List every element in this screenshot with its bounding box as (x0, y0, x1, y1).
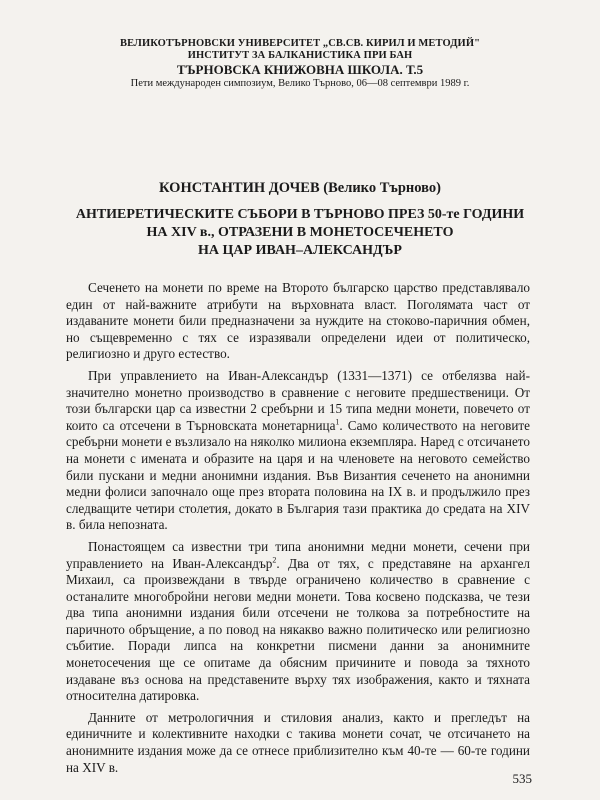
paragraph-text: Понастоящем са известни три типа анонимни медни монети, сечени при управлението на Иван-Александър (66, 538, 530, 571)
paragraph-text: При управлението на Иван-Александър (1331—1371) се отбелязва най-значително монетно производство в сравнение с неговите предшественици. От този български цар са известни 2 сребърни и 15 типа медни монети, повечето от които са отсечени в Търновската монетарница (66, 367, 530, 433)
paragraph-text: Данните от метрологичния и стиловия анализ, както и прегледът на единичните и колективните находки с такива монети сочат, че отсичането на анонимните издания може да се отнесе приблизително към 40-те — 60-те години на XIV в. (66, 709, 530, 775)
publication-header (40, 38, 560, 90)
title-line-1: АНТИЕРЕТИЧЕСКИТЕ СЪБОРИ В ТЪРНОВО ПРЕЗ 50-те ГОДИНИ (75, 207, 525, 222)
page-number: 535 (512, 771, 532, 786)
institute-name: ИНСТИТУТ ЗА БАЛКАНИСТИКА ПРИ БАН (187, 50, 413, 61)
paragraph-4 (66, 710, 530, 776)
footnote-ref[interactable]: 2 (272, 555, 277, 565)
university-name: ВЕЛИКОТЪРНОВСКИ УНИВЕРСИТЕТ „СВ.СВ. КИРИЛ И МЕТОДИЙ" (119, 38, 481, 49)
title-line-2: НА XIV в., ОТРАЗЕНИ В МОНЕТОСЕЧЕНЕТО (146, 225, 454, 240)
footnote-ref[interactable]: 1 (335, 417, 340, 427)
paragraph-text: Сеченето на монети по време на Второто българско царство представлявало един от най-важните атрибути на върховната власт. Поголямата част от издаваните монети били предназначени за нуждите на стоково-паричния обмен, но същевременно с тях се изразявали определени идеи от политическо, религиозно и друго естество. (66, 280, 530, 362)
paragraph-1 (66, 280, 530, 363)
paragraph-3 (66, 539, 530, 705)
title-line-3: НА ЦАР ИВАН–АЛЕКСАНДЪР (198, 243, 402, 258)
article-title (40, 206, 560, 260)
paragraph-text: . Само количеството на неговите сребърни монети е възлизало на няколко милиона екземпляра. Наред с отсичането на монети с имената и образите на царя и на членовете на неговото семейство били пускани и медни анонимни издания. Във Византия сеченето на анонимни медни фолиси започнало още през втората половина на IX в. и продължило през следващите четири столетия, докато в България тази практика до средата на XIV в. била непозната. (66, 417, 530, 533)
symposium-info: Пети международен симпозиум, Велико Търново, 06—08 септември 1989 г. (130, 78, 470, 89)
series-title: ТЪРНОВСКА КНИЖОВНА ШКОЛА. Т.5 (176, 62, 424, 77)
author-line: КОНСТАНТИН ДОЧЕВ (Велико Търново) (159, 180, 441, 196)
paragraph-2 (66, 368, 530, 534)
paragraph-text: . Два от тях, с представяне на архангел Михаил, са произвеждани в твърде ограничено количество в сравнение с останалите многобройни негови медни монети. Това косвено подсказва, че тези два типа анонимни издания били отсечени не толкова за потребностите на паричното обръщение, а по повод на някакво важно политическо или религиозно събитие. Поради липса на конкретни писмени данни за анонимните монетосечения ще се опитаме да обясним причините и повода за тяхното издаване въз основа на представените върху тях изображения, както и тяхната относителна датировка. (66, 555, 531, 704)
article-body (66, 280, 530, 781)
